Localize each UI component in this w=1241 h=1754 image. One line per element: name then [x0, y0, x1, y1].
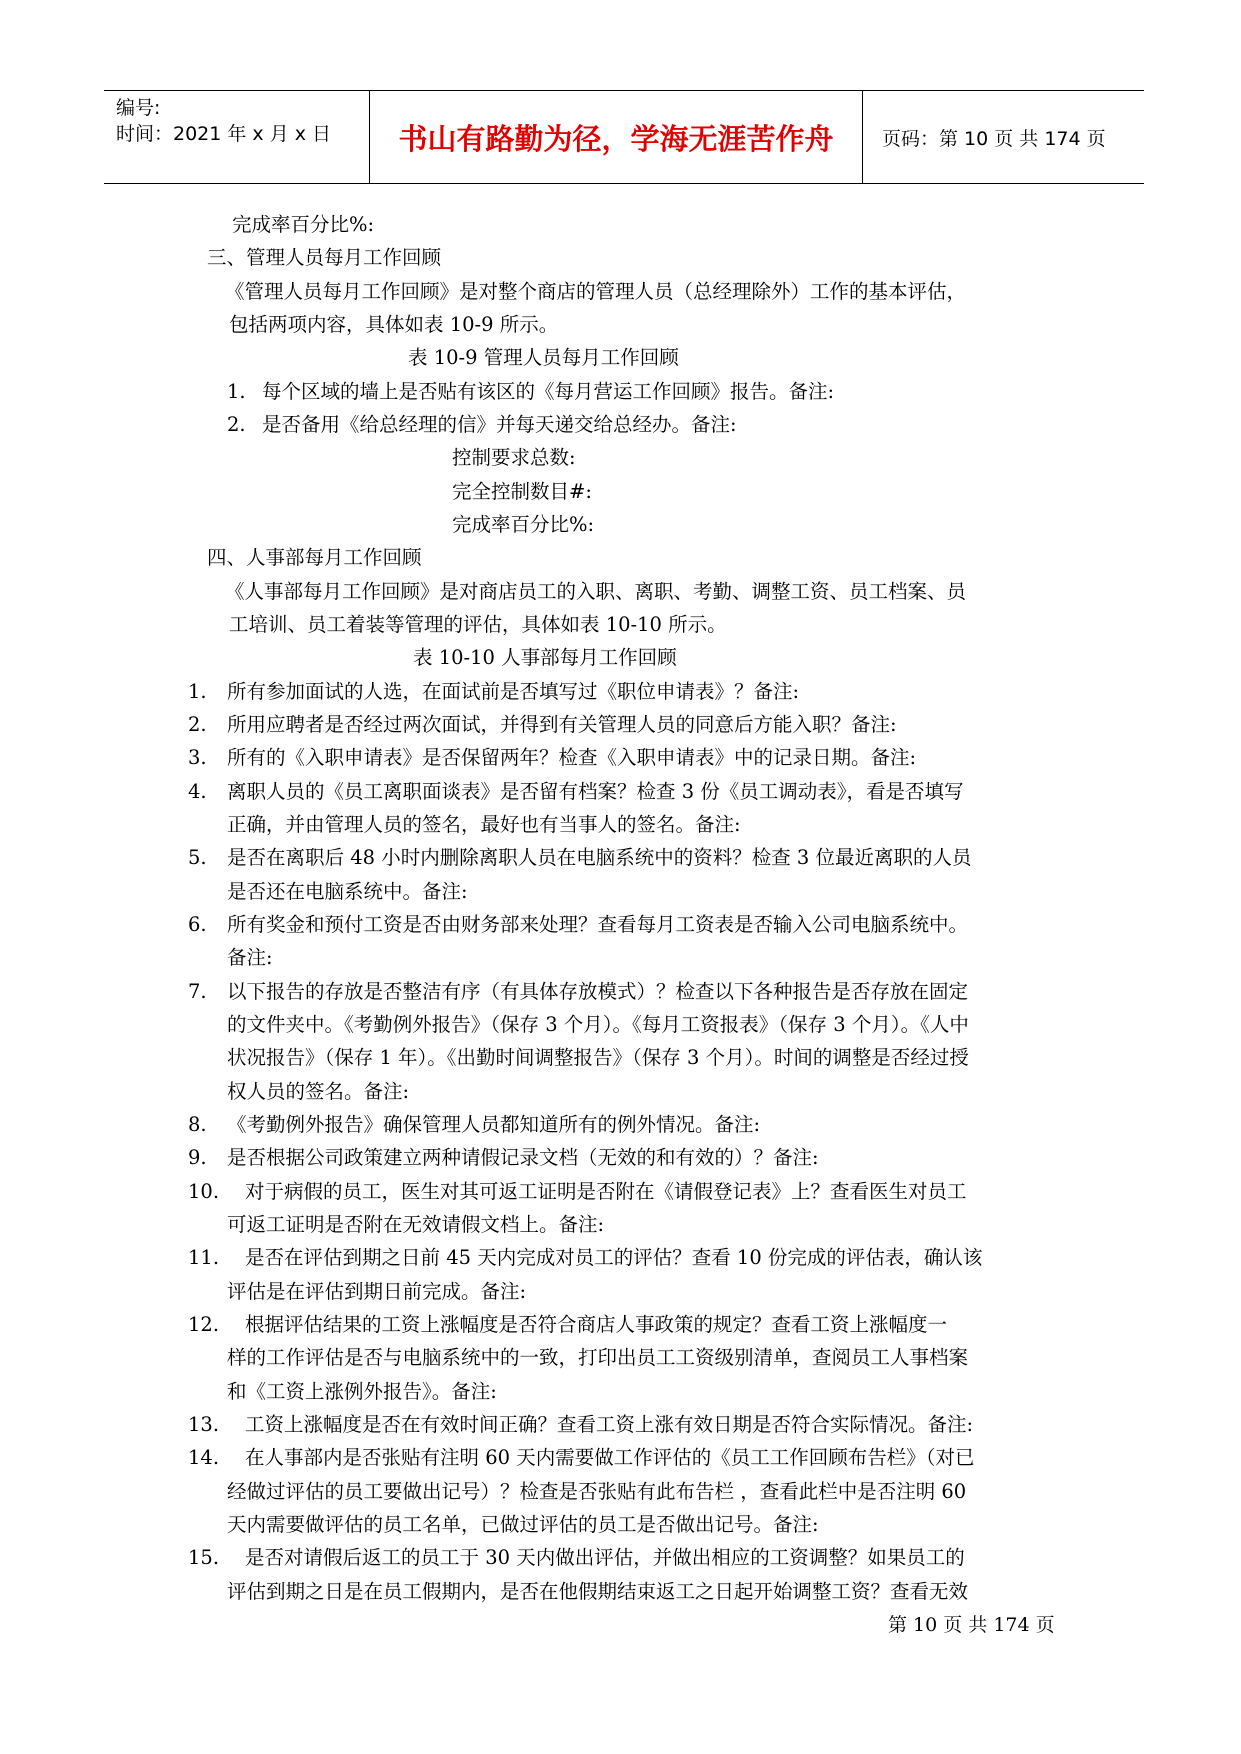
table-caption: 表 10-10 人事部每月工作回顾: [413, 646, 677, 669]
paragraph-line: 《管理人员每月工作回顾》是对整个商店的管理人员（总经理除外）工作的基本评估，: [225, 280, 967, 303]
list-item-text: 是否根据公司政策建立两种请假记录文档（无效的和有效的）？备注:: [227, 1146, 819, 1169]
list-item-text: 评估到期之日是在员工假期内，是否在他假期结束返工之日起开始调整工资？查看无效: [227, 1580, 969, 1603]
list-item-text: 是否对请假后返工的员工于 30 天内做出评估，并做出相应的工资调整？如果员工的: [245, 1546, 965, 1569]
item-number: 5.: [188, 846, 207, 869]
header-meta: [116, 91, 366, 187]
section-heading-4: 四、人事部每月工作回顾: [207, 546, 422, 569]
control-count-line: 完全控制数目#:: [452, 480, 592, 503]
list-item-text: 天内需要做评估的员工名单，已做过评估的员工是否做出记号。备注:: [227, 1513, 819, 1536]
completion-rate-line: 完成率百分比%:: [452, 513, 595, 536]
list-item-text: 评估是在评估到期日前完成。备注:: [227, 1280, 527, 1303]
item-number: 15.: [188, 1546, 220, 1569]
list-item-text: 样的工作评估是否与电脑系统中的一致，打印出员工工资级别清单，查阅员工人事档案: [227, 1346, 969, 1369]
item-number: 9.: [188, 1146, 207, 1169]
list-item-text: 备注:: [227, 946, 273, 969]
header-page-info: 页码：第 10 页 共 174 页: [882, 127, 1106, 150]
list-item-text: 状况报告》（保存 1 年）。《出勤时间调整报告》（保存 3 个月）。时间的调整是否经过授: [227, 1046, 969, 1069]
item-number: 8.: [188, 1113, 207, 1136]
doc-number-label: 编号:: [116, 97, 161, 119]
list-item-text: 是否还在电脑系统中。备注:: [227, 880, 468, 903]
item-number: 4.: [188, 780, 207, 803]
list-item-text: 和《工资上涨例外报告》。备注:: [227, 1380, 497, 1403]
item-number: 11.: [188, 1246, 220, 1269]
page-footer: 第 10 页 共 174 页: [888, 1614, 1055, 1636]
item-number: 10.: [188, 1180, 220, 1203]
item-number: 1.: [188, 680, 207, 703]
list-item-text: 是否备用《给总经理的信》并每天递交给总经办。备注:: [262, 413, 737, 436]
list-item-text: 在人事部内是否张贴有注明 60 天内需要做工作评估的《员工工作回顾布告栏》（对已: [245, 1446, 975, 1469]
list-item-text: 每个区域的墙上是否贴有该区的《每月营运工作回顾》报告。备注:: [262, 380, 835, 403]
item-number: 2.: [227, 413, 246, 436]
item-number: 1.: [227, 380, 246, 403]
list-item-text: 《考勤例外报告》确保管理人员都知道所有的例外情况。备注:: [227, 1113, 761, 1136]
list-item-text: 是否在评估到期之日前 45 天内完成对员工的评估？查看 10 份完成的评估表，确认该: [245, 1246, 983, 1269]
doc-time-label: 时间：2021 年 x 月 x 日: [116, 123, 332, 145]
item-number: 3.: [188, 746, 207, 769]
list-item-text: 正确，并由管理人员的签名，最好也有当事人的签名。备注:: [227, 813, 741, 836]
paragraph-line: 工培训、员工着装等管理的评估，具体如表 10-10 所示。: [229, 613, 727, 636]
list-item-text: 根据评估结果的工资上涨幅度是否符合商店人事政策的规定？查看工资上涨幅度一: [245, 1313, 948, 1336]
item-number: 12.: [188, 1313, 220, 1336]
section-heading-3: 三、管理人员每月工作回顾: [207, 246, 442, 269]
paragraph-line: 《人事部每月工作回顾》是对商店员工的入职、离职、考勤、调整工资、员工档案、员: [225, 580, 967, 603]
list-item-text: 经做过评估的员工要做出记号）？检查是否张贴有此布告栏 ，查看此栏中是否注明 60: [227, 1480, 967, 1503]
header-motto: 书山有路勤为径，学海无涯苦作舟: [369, 91, 863, 183]
list-item-text: 所有参加面试的人选，在面试前是否填写过《职位申请表》？备注:: [227, 680, 800, 703]
table-caption: 表 10-9 管理人员每月工作回顾: [408, 346, 679, 369]
list-item-text: 是否在离职后 48 小时内删除离职人员在电脑系统中的资料？检查 3 位最近离职的人员: [227, 846, 972, 869]
list-item-text: 工资上涨幅度是否在有效时间正确？查看工资上涨有效日期是否符合实际情况。备注:: [245, 1413, 974, 1436]
item-number: 14.: [188, 1446, 220, 1469]
paragraph-line: 包括两项内容，具体如表 10-9 所示。: [229, 313, 559, 336]
item-number: 7.: [188, 980, 207, 1003]
list-item-text: 所有奖金和预付工资是否由财务部来处理？查看每月工资表是否输入公司电脑系统中。: [227, 913, 969, 936]
list-item-text: 以下报告的存放是否整洁有序（有具体存放模式）？检查以下各种报告是否存放在固定: [227, 980, 969, 1003]
control-total-line: 控制要求总数:: [452, 446, 576, 469]
list-item-text: 所有的《入职申请表》是否保留两年？检查《入职申请表》中的记录日期。备注:: [227, 746, 917, 769]
list-item-text: 权人员的签名。备注:: [227, 1080, 410, 1103]
item-number: 2.: [188, 713, 207, 736]
list-item-text: 所用应聘者是否经过两次面试，并得到有关管理人员的同意后方能入职？备注:: [227, 713, 897, 736]
list-item-text: 可返工证明是否附在无效请假文档上。备注:: [227, 1213, 605, 1236]
list-item-text: 对于病假的员工，医生对其可返工证明是否附在《请假登记表》上？查看医生对员工: [245, 1180, 967, 1203]
list-item-text: 的文件夹中。《考勤例外报告》（保存 3 个月）。《每月工资报表》（保存 3 个月）。《人中: [227, 1013, 969, 1036]
page-header: [104, 90, 1144, 184]
item-number: 13.: [188, 1413, 220, 1436]
completion-rate-line: 完成率百分比%:: [232, 213, 375, 236]
item-number: 6.: [188, 913, 207, 936]
list-item-text: 离职人员的《员工离职面谈表》是否留有档案？检查 3 份《员工调动表》，看是否填写: [227, 780, 964, 803]
